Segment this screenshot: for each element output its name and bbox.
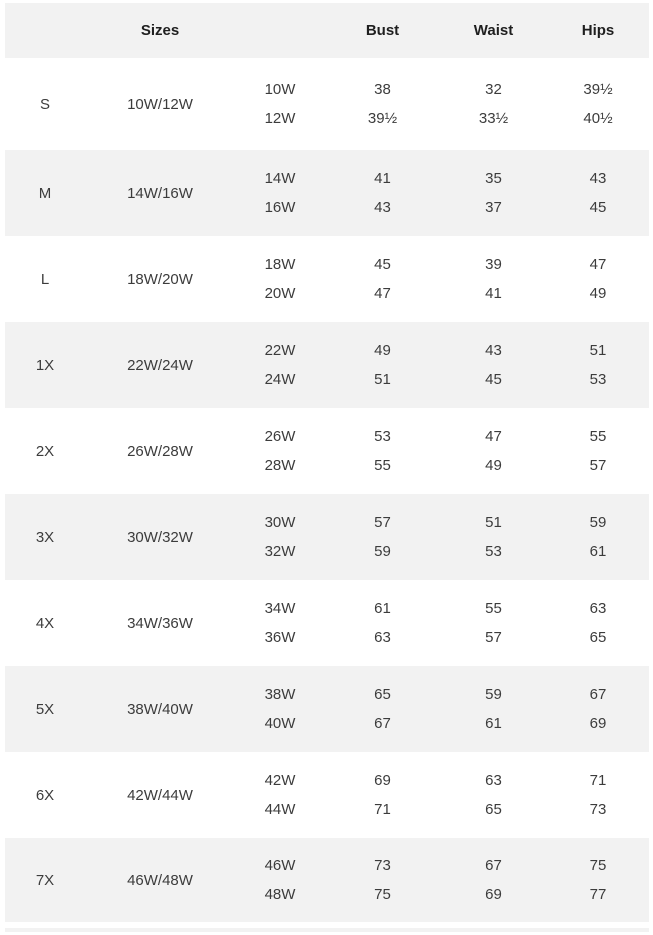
hips-cell xyxy=(547,494,649,580)
size-group-label: 2X xyxy=(35,442,55,460)
header-size-group xyxy=(5,3,85,58)
numeric-size-cell xyxy=(235,838,325,922)
numeric-size-value: 12W xyxy=(264,110,296,127)
numeric-size-value: 28W xyxy=(264,457,296,474)
waist-value: 35 xyxy=(485,170,502,187)
table-header-row xyxy=(5,3,649,58)
bust-cell xyxy=(325,752,440,838)
hips-cell xyxy=(547,58,649,150)
size-range-label: 26W/28W xyxy=(127,442,193,460)
numeric-size-value: 42W xyxy=(264,772,296,789)
numeric-size-cell xyxy=(235,666,325,752)
bust-value: 53 xyxy=(374,428,391,445)
table-row xyxy=(5,494,649,580)
hips-value: 57 xyxy=(589,457,607,474)
numeric-size-cell xyxy=(235,494,325,580)
bust-value: 55 xyxy=(374,457,391,474)
size-range-label: 10W/12W xyxy=(127,95,193,113)
bust-value: 61 xyxy=(374,600,391,617)
bust-value: 38 xyxy=(374,81,391,98)
hips-value: 49 xyxy=(589,285,607,302)
hips-cell xyxy=(547,322,649,408)
size-range-label: 42W/44W xyxy=(127,786,193,804)
bust-value: 75 xyxy=(374,886,391,903)
hips-value: 77 xyxy=(589,886,607,903)
size-chart-table xyxy=(5,3,649,922)
waist-cell xyxy=(440,408,547,494)
hips-value: 45 xyxy=(589,199,607,216)
numeric-size-value: 14W xyxy=(264,170,296,187)
bust-cell xyxy=(325,838,440,922)
numeric-size-cell xyxy=(235,236,325,322)
waist-cell xyxy=(440,494,547,580)
hips-cell xyxy=(547,752,649,838)
hips-value: 59 xyxy=(589,514,607,531)
size-group-label: M xyxy=(38,184,52,202)
table-row xyxy=(5,666,649,752)
hips-value: 61 xyxy=(589,543,607,560)
numeric-size-cell xyxy=(235,580,325,666)
bust-cell xyxy=(325,58,440,150)
bust-cell xyxy=(325,322,440,408)
bust-cell xyxy=(325,580,440,666)
waist-value: 63 xyxy=(485,772,502,789)
table-row xyxy=(5,408,649,494)
size-group-label: S xyxy=(39,95,50,113)
hips-cell xyxy=(547,580,649,666)
waist-value: 49 xyxy=(485,457,502,474)
hips-value: 51 xyxy=(589,342,607,359)
numeric-size-value: 22W xyxy=(264,342,296,359)
numeric-size-value: 32W xyxy=(264,543,296,560)
waist-value: 43 xyxy=(485,342,502,359)
bust-cell xyxy=(325,494,440,580)
table-row xyxy=(5,838,649,922)
header-waist: Waist xyxy=(473,22,514,39)
waist-value: 59 xyxy=(485,686,502,703)
numeric-size-cell xyxy=(235,322,325,408)
waist-value: 61 xyxy=(485,715,502,732)
size-range-label: 14W/16W xyxy=(127,184,193,202)
bust-value: 71 xyxy=(374,801,391,818)
size-group-label: 7X xyxy=(35,871,55,889)
size-range-label: 18W/20W xyxy=(127,270,193,288)
bust-value: 39½ xyxy=(367,110,398,127)
numeric-size-cell xyxy=(235,58,325,150)
waist-cell xyxy=(440,666,547,752)
bust-cell xyxy=(325,150,440,236)
hips-cell xyxy=(547,838,649,922)
bust-value: 43 xyxy=(374,199,391,216)
waist-value: 41 xyxy=(485,285,502,302)
numeric-size-cell xyxy=(235,150,325,236)
bust-value: 45 xyxy=(374,256,391,273)
hips-value: 69 xyxy=(589,715,607,732)
hips-value: 67 xyxy=(589,686,607,703)
bust-cell xyxy=(325,236,440,322)
waist-cell xyxy=(440,150,547,236)
size-group-label: 5X xyxy=(35,700,55,718)
waist-value: 57 xyxy=(485,629,502,646)
numeric-size-cell xyxy=(235,752,325,838)
bust-value: 69 xyxy=(374,772,391,789)
waist-cell xyxy=(440,58,547,150)
table-row xyxy=(5,58,649,150)
waist-value: 39 xyxy=(485,256,502,273)
table-row xyxy=(5,150,649,236)
numeric-size-value: 40W xyxy=(264,715,296,732)
numeric-size-value: 26W xyxy=(264,428,296,445)
waist-value: 65 xyxy=(485,801,502,818)
waist-value: 55 xyxy=(485,600,502,617)
numeric-size-value: 46W xyxy=(264,857,296,874)
bust-value: 49 xyxy=(374,342,391,359)
waist-value: 37 xyxy=(485,199,502,216)
waist-cell xyxy=(440,236,547,322)
hips-value: 43 xyxy=(589,170,607,187)
numeric-size-value: 16W xyxy=(264,199,296,216)
waist-value: 51 xyxy=(485,514,502,531)
hips-value: 40½ xyxy=(583,110,613,127)
bust-value: 41 xyxy=(374,170,391,187)
bust-value: 65 xyxy=(374,686,391,703)
hips-value: 75 xyxy=(589,857,607,874)
size-group-label: L xyxy=(40,270,50,288)
numeric-size-cell xyxy=(235,408,325,494)
waist-value: 32 xyxy=(485,81,502,98)
bust-cell xyxy=(325,408,440,494)
size-range-label: 38W/40W xyxy=(127,700,193,718)
hips-value: 53 xyxy=(589,371,607,388)
hips-value: 47 xyxy=(589,256,607,273)
numeric-size-value: 44W xyxy=(264,801,296,818)
hips-value: 63 xyxy=(589,600,607,617)
waist-cell xyxy=(440,322,547,408)
bust-value: 73 xyxy=(374,857,391,874)
size-range-label: 22W/24W xyxy=(127,356,193,374)
size-range-label: 34W/36W xyxy=(127,614,193,632)
waist-value: 67 xyxy=(485,857,502,874)
size-group-label: 6X xyxy=(35,786,55,804)
numeric-size-value: 18W xyxy=(264,256,296,273)
hips-value: 55 xyxy=(589,428,607,445)
hips-value: 71 xyxy=(589,772,607,789)
size-range-label: 46W/48W xyxy=(127,871,193,889)
header-hips: Hips xyxy=(581,22,615,39)
table-row xyxy=(5,580,649,666)
size-range-label: 30W/32W xyxy=(127,528,193,546)
waist-value: 33½ xyxy=(478,110,509,127)
numeric-size-value: 48W xyxy=(264,886,296,903)
waist-cell xyxy=(440,838,547,922)
numeric-size-value: 36W xyxy=(264,629,296,646)
hips-value: 73 xyxy=(589,801,607,818)
header-sizes: Sizes xyxy=(140,22,180,39)
hips-cell xyxy=(547,666,649,752)
table-row xyxy=(5,752,649,838)
numeric-size-value: 24W xyxy=(264,371,296,388)
numeric-size-value: 30W xyxy=(264,514,296,531)
hips-cell xyxy=(547,408,649,494)
waist-value: 53 xyxy=(485,543,502,560)
bust-cell xyxy=(325,666,440,752)
next-row-edge xyxy=(5,928,649,932)
size-group-label: 3X xyxy=(35,528,55,546)
hips-value: 65 xyxy=(589,629,607,646)
hips-cell xyxy=(547,150,649,236)
table-row xyxy=(5,322,649,408)
bust-value: 57 xyxy=(374,514,391,531)
numeric-size-value: 10W xyxy=(264,81,296,98)
header-numeric-size xyxy=(235,3,325,58)
hips-value: 39½ xyxy=(583,81,613,98)
waist-value: 47 xyxy=(485,428,502,445)
bust-value: 51 xyxy=(374,371,391,388)
header-bust: Bust xyxy=(365,22,400,39)
bust-value: 63 xyxy=(374,629,391,646)
waist-cell xyxy=(440,752,547,838)
waist-cell xyxy=(440,580,547,666)
numeric-size-value: 38W xyxy=(264,686,296,703)
size-group-label: 1X xyxy=(35,356,55,374)
numeric-size-value: 20W xyxy=(264,285,296,302)
bust-value: 59 xyxy=(374,543,391,560)
bust-value: 67 xyxy=(374,715,391,732)
numeric-size-value: 34W xyxy=(264,600,296,617)
waist-value: 69 xyxy=(485,886,502,903)
table-body xyxy=(5,58,649,922)
table-row xyxy=(5,236,649,322)
size-group-label: 4X xyxy=(35,614,55,632)
hips-cell xyxy=(547,236,649,322)
waist-value: 45 xyxy=(485,371,502,388)
bust-value: 47 xyxy=(374,285,391,302)
